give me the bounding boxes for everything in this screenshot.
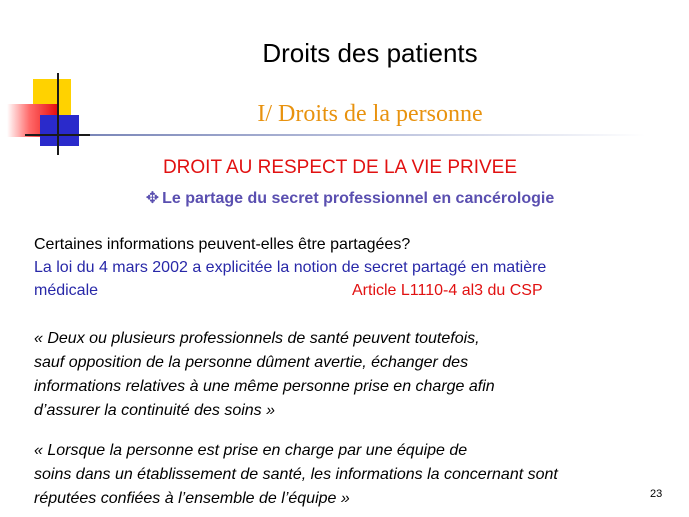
diamond-bullet-icon: ✥	[145, 190, 160, 207]
quote-paragraph-2: « Lorsque la personne est prise en charge par une équipe de soins dans un établissement de santé, les informations la concernant sont réputées confiées à l’ensemble de l’équipe »	[34, 442, 558, 507]
decor-blue-square	[40, 115, 79, 146]
law-text-line-1: La loi du 4 mars 2002 a explicitée la notion de secret partagé en matière	[34, 259, 547, 276]
question-text: Certaines informations peuvent-elles être partagées?	[34, 236, 411, 253]
decor-vertical-line	[57, 73, 59, 155]
law-text-line-2: médicale	[34, 282, 99, 299]
bullet-point	[90, 188, 610, 208]
decor-horizontal-line	[25, 134, 95, 136]
decor-title-underline	[90, 134, 645, 136]
page-number: 23	[650, 488, 663, 500]
quote-paragraph-1: « Deux ou plusieurs professionnels de santé peuvent toutefois, sauf opposition de la personne dûment avertie, échanger des informations relatives à une même personne prise en charge afin d’assurer la continuité des soins »	[34, 330, 495, 419]
slide-title: Droits des patients	[262, 38, 478, 68]
slide-subtitle: I/ Droits de la personne	[257, 101, 483, 127]
bullet-text: Le partage du secret professionnel en cancérologie	[162, 190, 555, 207]
article-reference: Article L1110-4 al3 du CSP	[352, 282, 543, 299]
section-heading: DROIT AU RESPECT DE LA VIE PRIVEE	[162, 157, 518, 178]
